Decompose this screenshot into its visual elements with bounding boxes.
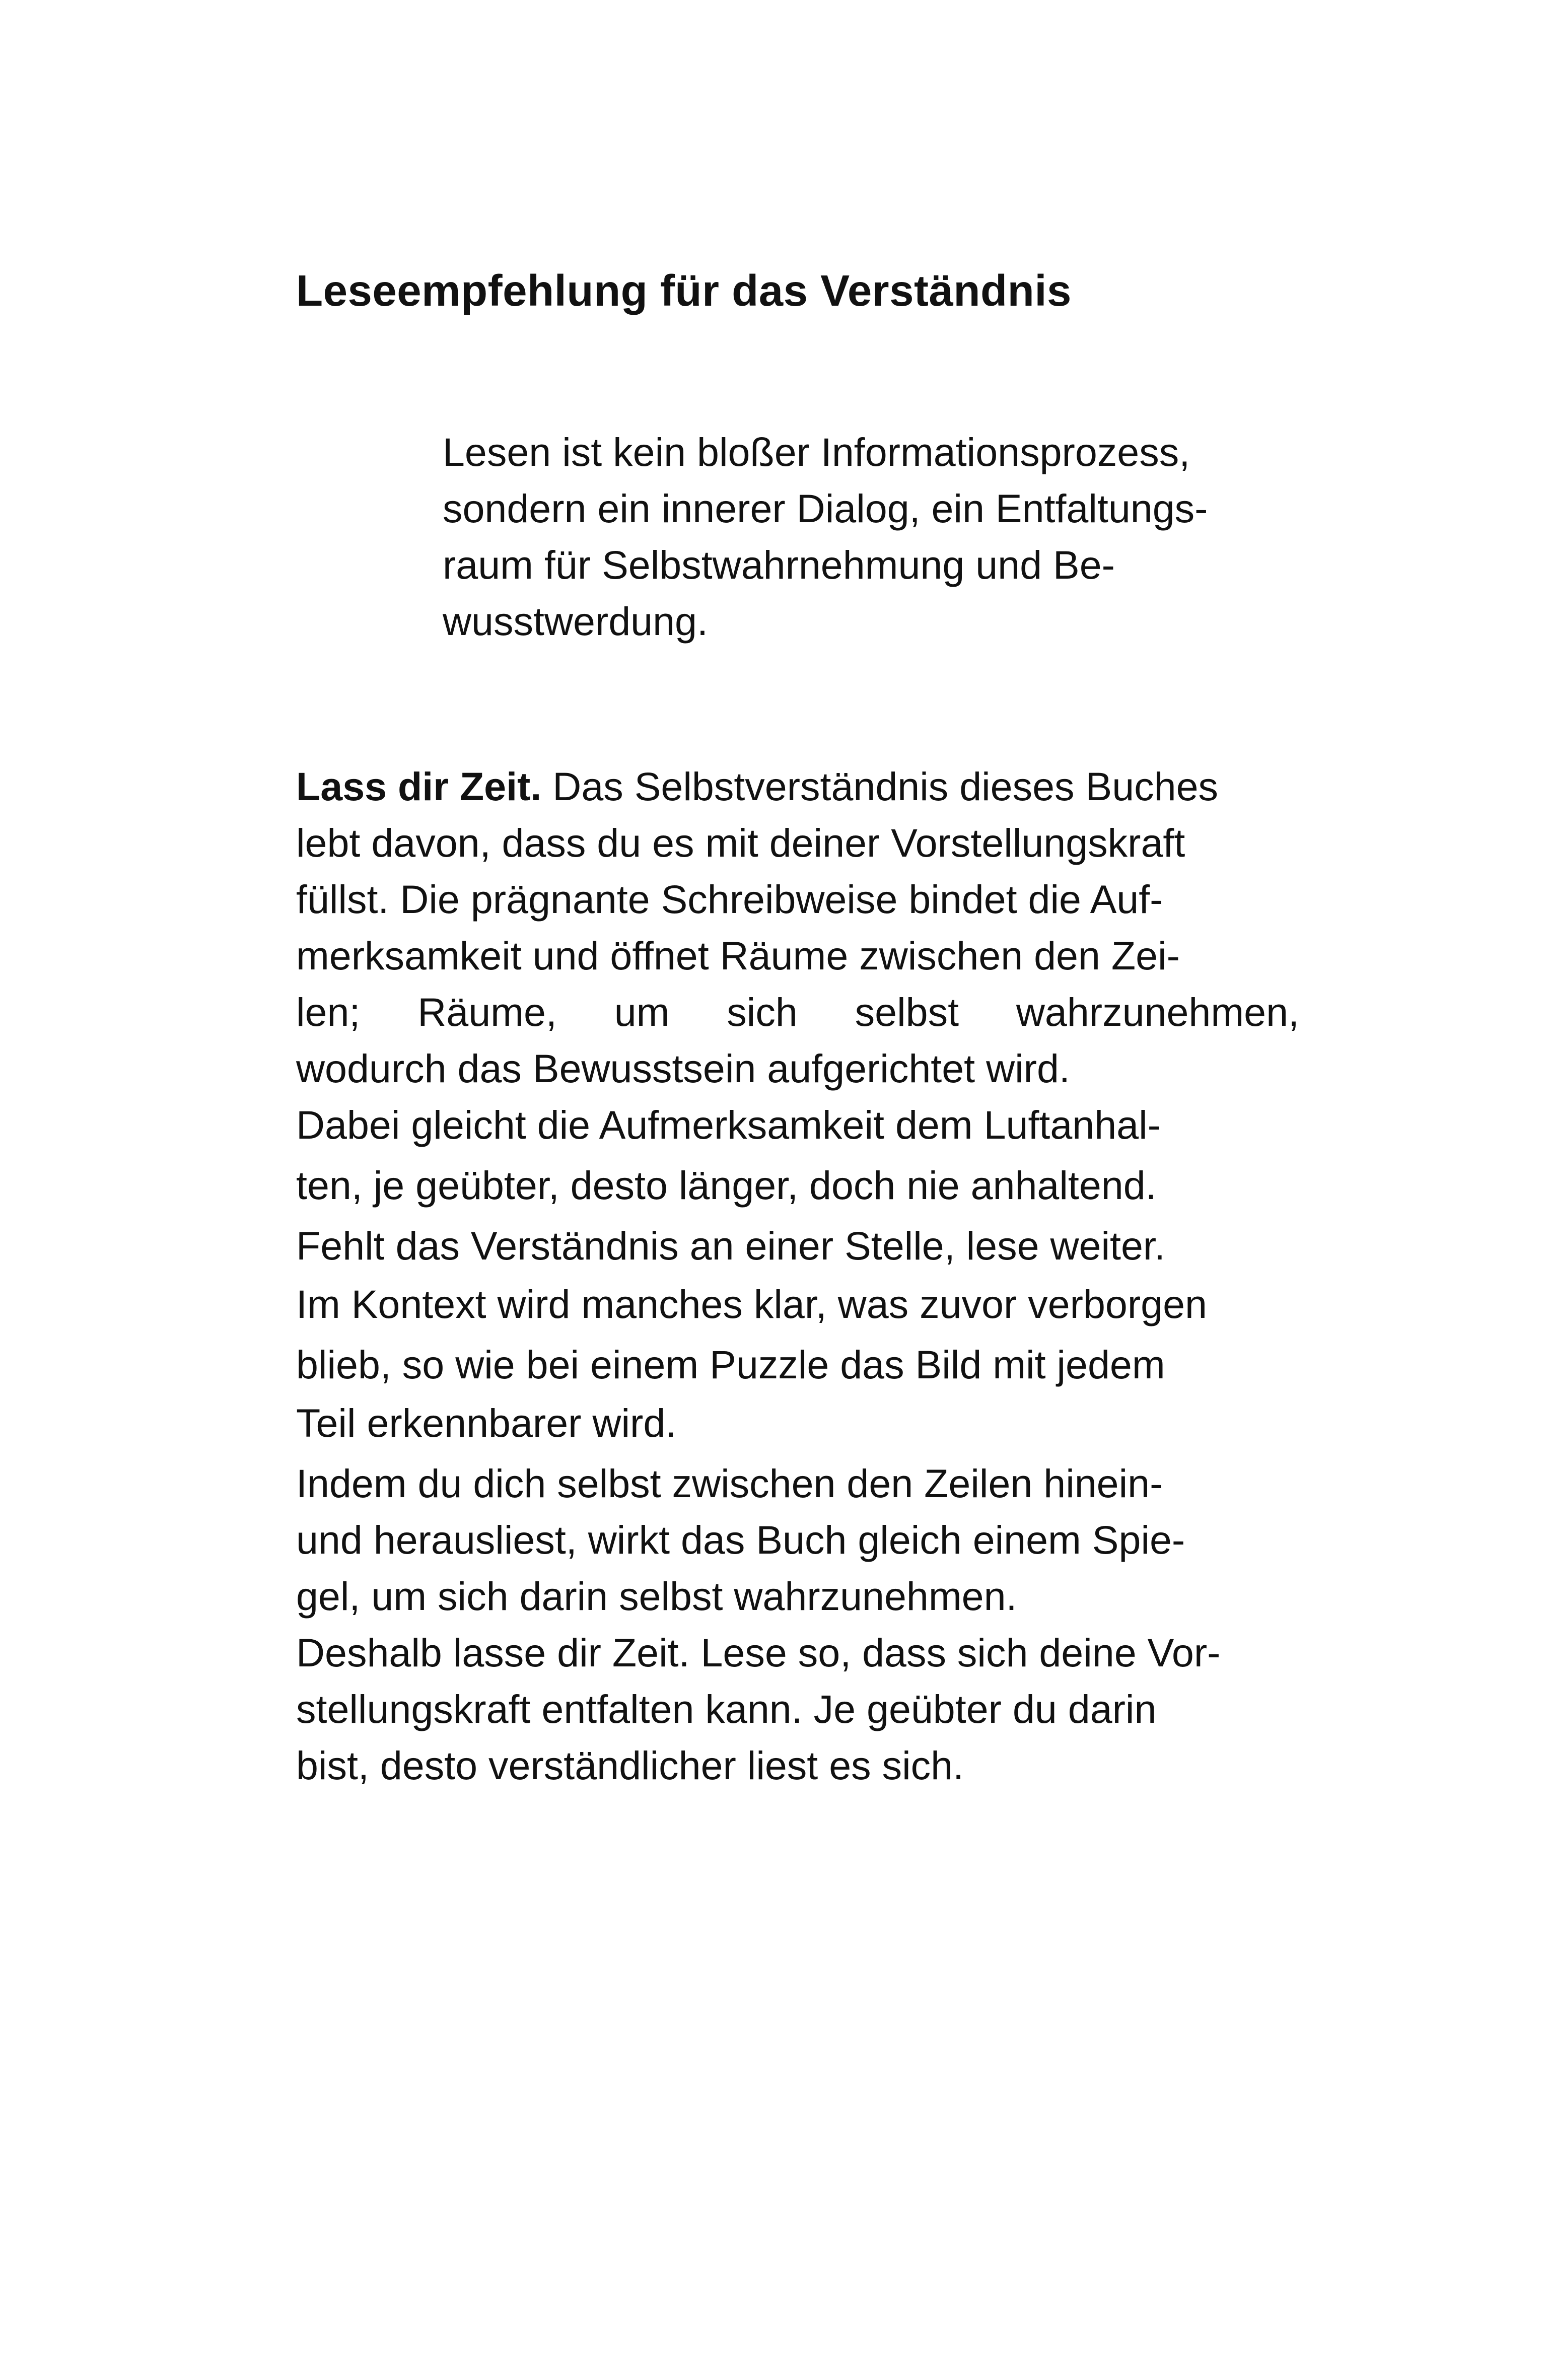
body-line-text: Das Selbstverständnis dieses Buches bbox=[541, 764, 1219, 809]
body-line: Fehlt das Verständnis an einer Stelle, lese weiter. bbox=[296, 1223, 1165, 1268]
body-line: merksamkeit und öffnet Räume zwischen den Zei- bbox=[296, 933, 1180, 978]
body-line: füllst. Die prägnante Schreibweise bindet die Auf- bbox=[296, 877, 1163, 922]
body-line bbox=[296, 761, 1218, 812]
body-line: Im Kontext wird manches klar, was zuvor verborgen bbox=[296, 1282, 1207, 1326]
quote-line: raum für Selbstwahrnehmung und Be- bbox=[443, 542, 1115, 587]
body-line: bist, desto verständlicher liest es sich. bbox=[296, 1743, 964, 1788]
body-line: Teil erkennbarer wird. bbox=[296, 1401, 677, 1445]
body-line: gel, um sich darin selbst wahrzunehmen. bbox=[296, 1574, 1017, 1619]
body-line: lebt davon, dass du es mit deiner Vorstellungskraft bbox=[296, 820, 1185, 865]
body-line: wodurch das Bewusstsein aufgerichtet wird. bbox=[296, 1046, 1070, 1091]
quote-line: sondern ein innerer Dialog, ein Entfaltungs- bbox=[443, 486, 1208, 531]
body-line: Deshalb lasse dir Zeit. Lese so, dass sich deine Vor- bbox=[296, 1630, 1221, 1675]
page-heading: Leseempfehlung für das Verständnis bbox=[296, 266, 1072, 315]
body-line: Indem du dich selbst zwischen den Zeilen hinein- bbox=[296, 1461, 1163, 1506]
body-line: ten, je geübter, desto länger, doch nie anhaltend. bbox=[296, 1163, 1157, 1208]
lead-phrase: Lass dir Zeit. bbox=[296, 764, 542, 809]
body-line: Dabei gleicht die Aufmerksamkeit dem Luftanhal- bbox=[296, 1102, 1161, 1147]
quote-line: wusstwerdung. bbox=[443, 599, 708, 644]
body-line: und herausliest, wirkt das Buch gleich einem Spie- bbox=[296, 1517, 1185, 1562]
body-line: len; Räume, um sich selbst wahrzunehmen, bbox=[296, 990, 1299, 1034]
body-line: stellungskraft entfalten kann. Je geübter du darin bbox=[296, 1687, 1157, 1731]
quote-line: Lesen ist kein bloßer Informationsprozess, bbox=[443, 430, 1190, 474]
body-line: blieb, so wie bei einem Puzzle das Bild mit jedem bbox=[296, 1342, 1165, 1387]
